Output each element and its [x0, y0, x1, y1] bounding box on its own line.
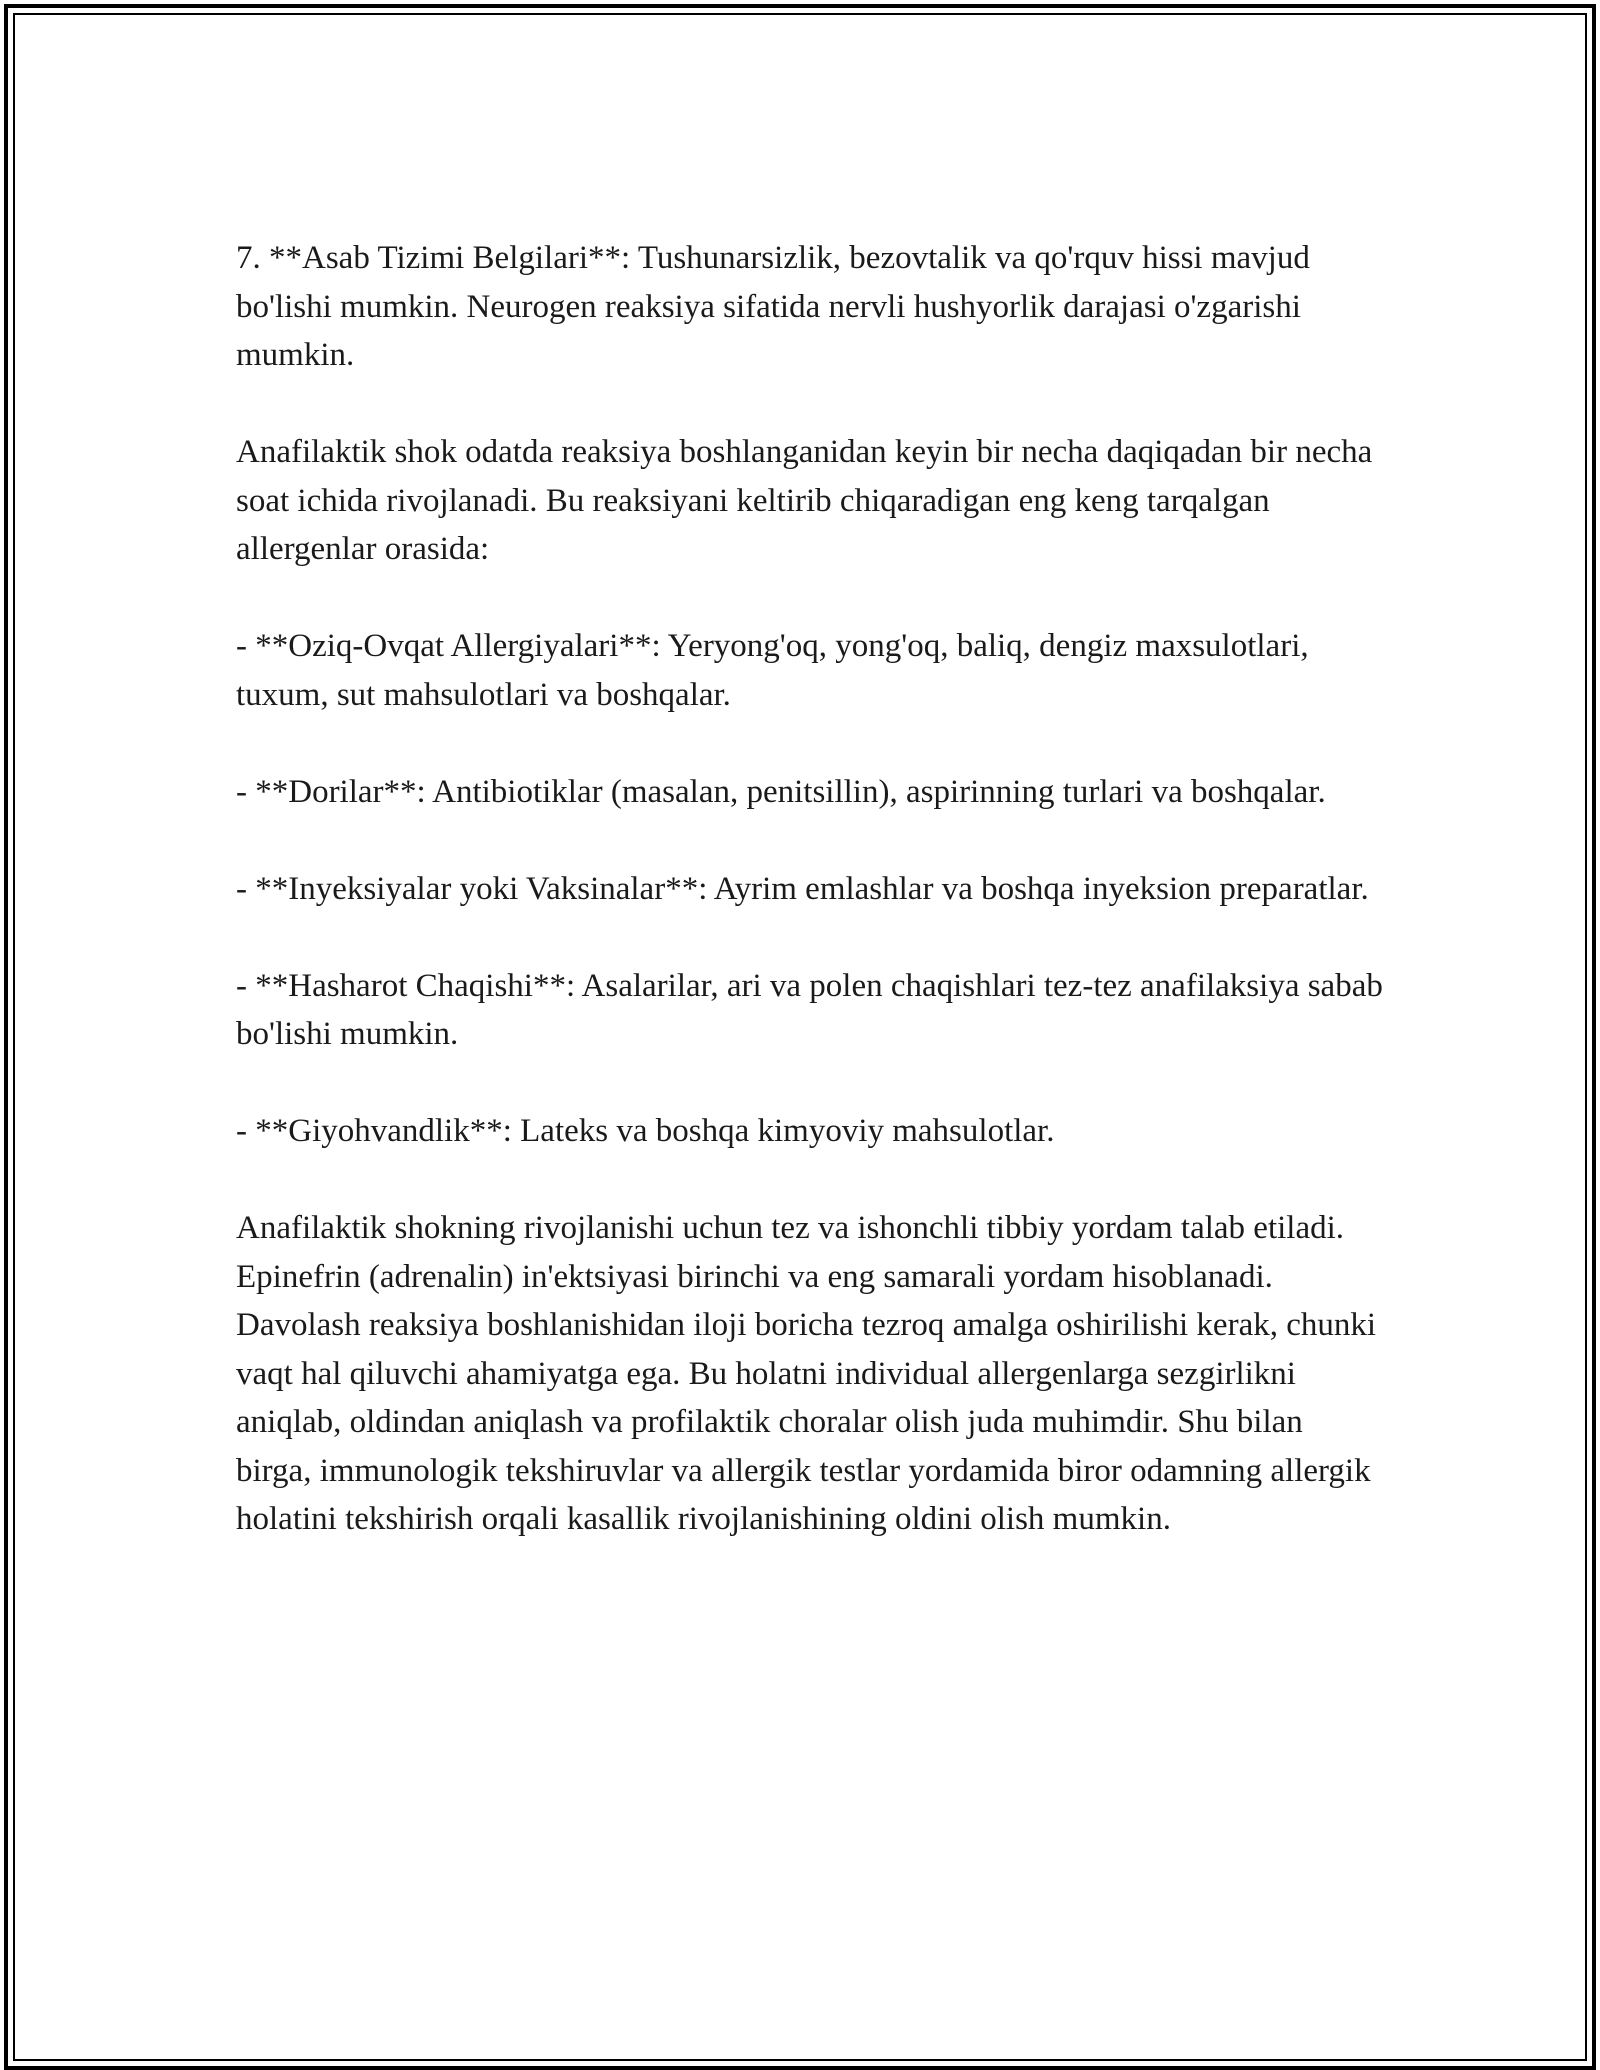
list-item-food-allergies: - **Oziq-Ovqat Allergiyalari**: Yeryong'oq, yong'oq, baliq, dengiz maxsulotlari, tuxum, sut mahsulotlari va boshqalar.: [236, 628, 1309, 713]
paragraph-nervous-system-symptoms: 7. **Asab Tizimi Belgilari**: Tushunarsizlik, bezovtalik va qo'rquv hissi mavjud bo'lishi mumkin. Neurogen reaksiya sifatida nervli hushyorlik darajasi o'zgarishi mumkin.: [236, 240, 1310, 373]
list-item-latex: - **Giyohvandlik**: Lateks va boshqa kimyoviy mahsulotlar.: [236, 1113, 1055, 1149]
list-item-insect-stings: - **Hasharot Chaqishi**: Asalarilar, ari va polen chaqishlari tez-tez anafilaksiya sabab bo'lishi mumkin.: [236, 967, 1383, 1052]
list-item-injections-vaccines: - **Inyeksiyalar yoki Vaksinalar**: Ayrim emlashlar va boshqa inyeksion preparatlar.: [236, 870, 1369, 907]
paragraph-treatment: Anafilaktik shokning rivojlanishi uchun tez va ishonchli tibbiy yordam talab etiladi. Epinefrin (adrenalin) in'ektsiyasi birinchi va eng samarali yordam hisoblanadi. Davolash reaksiya boshlanishidan iloji boricha tezroq amalga oshirilishi kerak, chunki vaqt hal qiluvchi ahamiyatga ega. Bu holatni individual allergenlarga sezgirlikni aniqlab, oldindan aniqlash va profilaktik choralar olish juda muhimdir. Shu bilan birga, immunologik tekshiruvlar va allergik testlar yordamida biror odamning allergik holatini tekshirish orqali kasallik rivojlanishining oldini olish mumkin.: [236, 1210, 1377, 1537]
document-body: [236, 234, 1386, 1544]
list-item-drugs: - **Dorilar**: Antibiotiklar (masalan, penitsillin), aspirinning turlari va boshqalar.: [236, 773, 1326, 810]
paragraph-anaphylaxis-onset: Anafilaktik shok odatda reaksiya boshlanganidan keyin bir necha daqiqadan bir necha soat ichida rivojlanadi. Bu reaksiyani keltirib chiqaradigan eng keng tarqalgan allergenlar orasida:: [236, 434, 1373, 567]
